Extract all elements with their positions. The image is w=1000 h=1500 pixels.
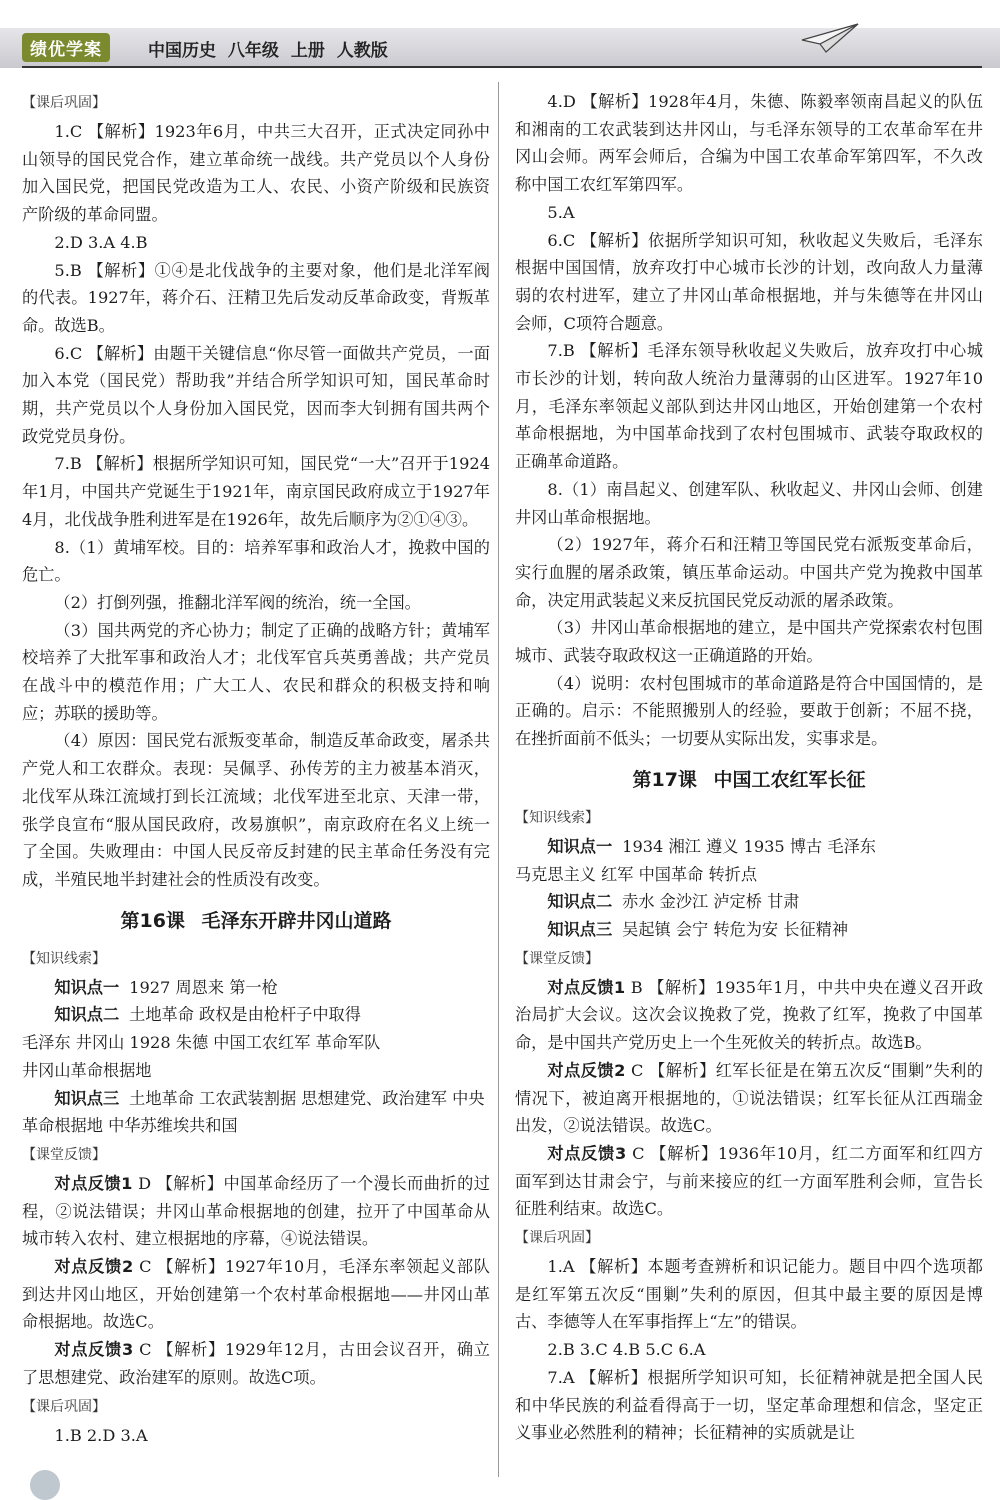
- section-tag-homework: 【课后巩固】: [22, 95, 106, 111]
- section-tag-knowledge: 【知识线索】: [22, 950, 106, 967]
- left-column: [22, 88, 490, 1449]
- feedback-label: 对点反馈1: [54, 1173, 133, 1193]
- header-rule: [22, 66, 982, 68]
- answer-paragraph: 7.A 【解析】根据所学知识可知，长征精神就是把全国人民和中华民族的利益看得高于一切，坚定革命理想和信念，坚定正义事业必然胜利的精神；长征精神的实质就是让: [515, 1367, 983, 1443]
- knowledge-point-3: [515, 916, 983, 944]
- answer-paragraph: 1.C 【解析】1923年6月，中共三大召开，正式决定同孙中山领导的国民党合作，建立革命统一战线。共产党员以个人身份加入国民党，把国民党改造为工人、农民、小资产阶级和民族资产阶级的革命同盟。: [22, 122, 490, 225]
- page-header: [0, 0, 1000, 70]
- feedback-paragraph: [22, 1253, 490, 1336]
- brand-logo: 绩优学案: [22, 33, 110, 62]
- knowledge-point-2: [515, 888, 983, 916]
- answer-paragraph: 5.B 【解析】①④是北伐战争的主要对象，他们是北洋军阀的代表。1927年，蒋介石、汪精卫先后发动反革命政变，背叛革命。故选B。: [22, 260, 490, 335]
- feedback-text: B 【解析】1935年1月，中共中央在遵义召开政治局扩大会议。这次会议挽救了党，挽救了红军，挽救了中国革命，是中国共产党历史上一个生死攸关的转折点。故选B。: [515, 977, 984, 1053]
- page-number-badge: [30, 1470, 60, 1500]
- feedback-label: 对点反馈1: [547, 977, 626, 997]
- answer-paragraph: （4）说明：农村包围城市的革命道路是符合中国国情的，是正确的。启示：不能照搬别人的经验，要敢于创新；不屈不挠，在挫折面前不低头；一切要从实际出发，实事求是。: [515, 673, 983, 749]
- feedback-paragraph: [22, 1336, 490, 1391]
- answer-paragraph: 4.D 【解析】1928年4月，朱德、陈毅率领南昌起义的队伍和湘南的工农武装到达井冈山，与毛泽东领导的工农革命军在井冈山会师。两军会师后，合编为中国工农革命军第四军，不久改称中国工农红军第四军。: [515, 92, 983, 195]
- answer-paragraph: （4）原因：国民党右派叛变革命，制造反革命政变，屠杀共产党人和工农群众。表现：吴佩孚、孙传芳的主力被基本消灭，北伐军从珠江流域打到长江流域；北伐军进至北京、天津一带，张学良宣布“服从国民政府，改易旗帜”，南京政府在名义上统一了全国。失败理由：中国人民反帝反封建的民主革命任务没有完成，半殖民地半封建社会的性质没有改变。: [22, 731, 490, 889]
- feedback-label: 对点反馈2: [54, 1257, 134, 1277]
- knowledge-point-2: [22, 1001, 490, 1029]
- feedback-paragraph: [515, 1140, 983, 1223]
- answer-paragraph: 7.B 【解析】根据所学知识可知，国民党“一大”召开于1924年1月，中国共产党诞生于1921年，南京国民政府成立于1927年4月，北伐战争胜利进军是在1926年，故先后顺序为②①④③。: [22, 454, 490, 529]
- lesson-17-title: 第17课 中国工农红军长征: [632, 768, 866, 791]
- answer-paragraph: 1.A 【解析】本题考查辨析和识记能力。题目中四个选项都是红军第五次反“围剿”失利的原因，但其中最主要的原因是博古、李德等人在军事指挥上“左”的错误。: [515, 1257, 983, 1332]
- answer-paragraph: 1.B 2.D 3.A: [54, 1425, 148, 1445]
- answer-paragraph: 8.（1）南昌起义、创建军队、秋收起义、井冈山会师、创建井冈山革命根据地。: [515, 479, 983, 527]
- feedback-text: C 【解析】1927年10月，毛泽东率领起义部队到达井冈山地区，开始创建第一个农村革命根据地——井冈山革命根据地。故选C。: [22, 1257, 490, 1332]
- feedback-paragraph: [515, 1057, 983, 1140]
- paper-plane-icon: [800, 18, 860, 58]
- knowledge-point-label: 知识点一: [547, 836, 613, 856]
- answer-paragraph: （2）打倒列强，推翻北洋军阀的统治，统一全国。: [54, 592, 421, 612]
- knowledge-point-items: 赤水 金沙江 泸定桥 甘肃: [622, 892, 800, 912]
- answer-paragraph: 6.C 【解析】由题干关键信息“你尽管一面做共产党员，一面加入本党（国民党）帮助我”并结合所学知识可知，国民革命时期，共产党员以个人身份加入国民党，因而李大钊拥有国共两个政党党员身份。: [22, 343, 490, 446]
- answer-paragraph: 2.B 3.C 4.B 5.C 6.A: [547, 1340, 706, 1360]
- answer-paragraph: 5.A: [547, 202, 575, 222]
- feedback-paragraph: [515, 974, 983, 1057]
- feedback-label: 对点反馈3: [547, 1143, 627, 1163]
- knowledge-point-label: 知识点三: [54, 1088, 120, 1108]
- column-divider: [498, 82, 499, 1477]
- knowledge-point-items: 吴起镇 会宁 转危为安 长征精神: [622, 919, 849, 939]
- knowledge-point-label: 知识点二: [547, 892, 613, 912]
- knowledge-point-label: 知识点一: [54, 977, 120, 997]
- answer-paragraph: 7.B 【解析】毛泽东领导秋收起义失败后，放弃攻打中心城市长沙的计划，转向敌人统治力量薄弱的山区进军。1927年10月，毛泽东率领起义部队到达井冈山地区，开始创建第一个农村革命根据地，为中国革命找到了农村包围城市、武装夺取政权的正确革命道路。: [515, 341, 983, 472]
- knowledge-point-items: 土地革命 政权是由枪杆子中取得: [129, 1005, 361, 1025]
- answer-paragraph: 2.D 3.A 4.B: [54, 232, 148, 252]
- feedback-text: C 【解析】红军长征是在第五次反“围剿”失利的情况下，被迫离开根据地的，①说法错误；红军长征从江西瑞金出发，②说法错误。故选C。: [515, 1060, 983, 1136]
- answer-paragraph: （3）井冈山革命根据地的建立，是中国共产党探索农村包围城市、武装夺取政权这一正确道路的开始。: [515, 618, 983, 666]
- section-tag-knowledge: 【知识线索】: [515, 809, 599, 826]
- feedback-text: C 【解析】1936年10月，红二方面军和红四方面军到达甘肃会宁，与前来接应的红一方面军胜利会师，宣告长征胜利结束。故选C。: [515, 1143, 983, 1219]
- knowledge-point-continuation: 毛泽东 井冈山 1928 朱德 中国工农红军 革命军队: [22, 1033, 381, 1053]
- section-tag-homework: 【课后巩固】: [22, 1398, 106, 1415]
- knowledge-point-continuation: 井冈山革命根据地: [22, 1060, 152, 1080]
- feedback-paragraph: [22, 1170, 490, 1253]
- knowledge-point-items: 1934 湘江 遵义 1935 博古 毛泽东: [622, 836, 876, 856]
- feedback-text: D 【解析】中国革命经历了一个漫长而曲折的过程，②说法错误；井冈山革命根据地的创建，拉开了中国革命从城市转入农村、建立根据地的序幕，④说法错误。: [22, 1173, 490, 1249]
- knowledge-point-1: [515, 833, 983, 861]
- section-tag-classroom: 【课堂反馈】: [515, 950, 599, 967]
- right-column: [515, 88, 983, 1447]
- answer-paragraph: （2）1927年，蒋介石和汪精卫等国民党右派叛变革命后，实行血腥的屠杀政策，镇压革命运动。中国共产党为挽救中国革命，决定用武装起义来反抗国民党反动派的屠杀政策。: [515, 535, 983, 610]
- lesson-16-title: 第16课 毛泽东开辟井冈山道路: [120, 909, 392, 932]
- answer-paragraph: 6.C 【解析】依据所学知识可知，秋收起义失败后，毛泽东根据中国国情，放弃攻打中心城市长沙的计划，改向敌人力量薄弱的农村进军，建立了井冈山革命根据地，并与朱德等在井冈山会师，C项符合题意。: [515, 230, 983, 333]
- knowledge-point-continuation: 马克思主义 红军 中国革命 转折点: [515, 864, 758, 884]
- feedback-label: 对点反馈2: [547, 1060, 626, 1080]
- answer-paragraph: 8.（1）黄埔军校。目的：培养军事和政治人才，挽救中国的危亡。: [22, 537, 490, 585]
- answer-paragraph: （3）国共两党的齐心协力；制定了正确的战略方针；黄埔军校培养了大批军事和政治人才；北伐军官兵英勇善战；共产党员在战斗中的模范作用；广大工人、农民和群众的积极支持和响应；苏联的援助等。: [22, 620, 490, 723]
- feedback-label: 对点反馈3: [54, 1340, 134, 1360]
- knowledge-point-label: 知识点三: [547, 919, 613, 939]
- section-tag-homework: 【课后巩固】: [515, 1230, 599, 1247]
- knowledge-point-label: 知识点二: [54, 1005, 120, 1025]
- knowledge-point-items: 1927 周恩来 第一枪: [129, 977, 278, 997]
- knowledge-point-items: 土地革命 工农武装割据 思想建党、政治建军 中央革命根据地 中华苏维埃共和国: [22, 1088, 485, 1136]
- feedback-text: C 【解析】1929年12月，古田会议召开，确立了思想建党、政治建军的原则。故选C项。: [22, 1340, 490, 1387]
- book-title: 中国历史 八年级 上册 人教版: [148, 41, 388, 61]
- knowledge-point-1: [22, 974, 490, 1002]
- section-tag-classroom: 【课堂反馈】: [22, 1146, 106, 1163]
- knowledge-point-3: [22, 1085, 490, 1140]
